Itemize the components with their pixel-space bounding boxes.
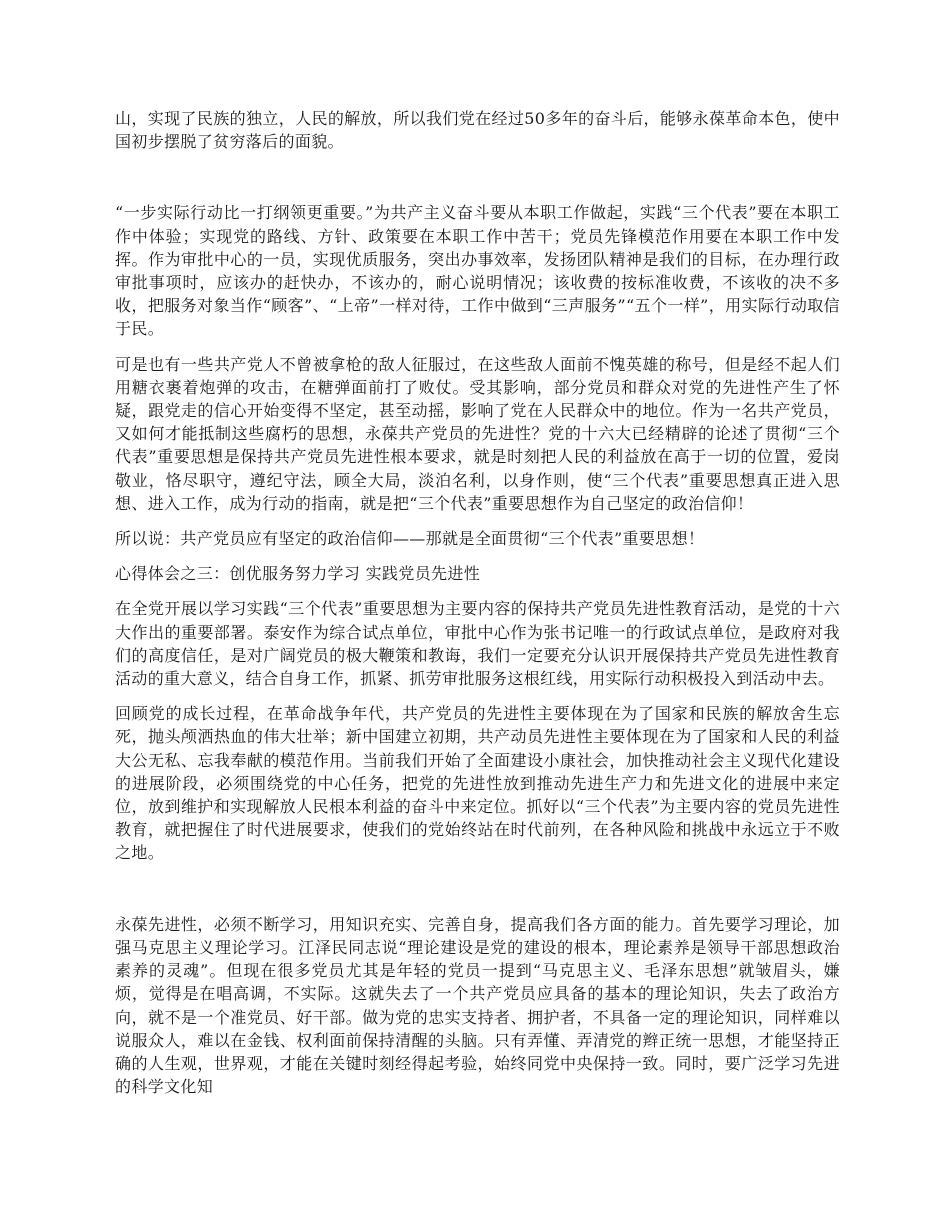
paragraph-gap (115, 515, 840, 527)
paragraph-1: 山，实现了民族的独立，人民的解放，所以我们党在经过50多年的奋斗后，能够永葆革命本色，使中国初步摆脱了贫穷落后的面貌。 (115, 109, 840, 152)
paragraph-3: 可是也有一些共产党人不曾被拿枪的敌人征服过，在这些敌人面前不愧英雄的称号，但是经不起人们用糖衣裹着炮弹的攻击，在糖弹面前打了败仗。受其影响，部分党员和群众对党的先进性产生了怀疑，跟党走的信心开始变得不坚定，甚至动摇，影响了党在人民群众中的地位。作为一名共产党员，又如何才能抵制这些腐朽的思想，永葆共产党员的先进性？党的十六大已经精辟的论述了贯彻“三个代表”重要思想是保持共产党员先进性根本要求，就是时刻把人民的利益放在高于一切的位置，爱岗敬业，恪尽职守，遵纪守法，顾全大局，淡泊名利，以身作则，使“三个代表”重要思想真正进入思想、进入工作，成为行动的指南，就是把“三个代表”重要思想作为自己坚定的政治信仰！ (115, 354, 840, 513)
section-heading: 心得体会之三：创优服务努力学习 实践党员先进性 (115, 564, 481, 584)
paragraph-gap (115, 585, 840, 597)
paragraph-gap (115, 690, 840, 702)
paragraph-6: 在全党开展以学习实践“三个代表”重要思想为主要内容的保持共产党员先进性教育活动，是党的十六大作出的重要部署。泰安作为综合试点单位，审批中心作为张书记唯一的行政试点单位，是政府对我们的高度信任，是对广阔党员的极大鞭策和教诲，我们一定要充分认识开展保持共产党员先进性教育活动的重大意义，结合自身工作，抓紧、抓劳审批服务这根红线，用实际行动积极投入到活动中去。 (115, 599, 840, 689)
paragraph-gap (115, 865, 840, 913)
paragraph-gap (115, 341, 840, 353)
paragraph-7: 回顾党的成长过程，在革命战争年代，共产党员的先进性主要体现在为了国家和民族的解放舍生忘死，抛头颅洒热血的伟大壮举；新中国建立初期，共产动员先进性主要体现在为了国家和人民的利益大公无私、忘我奉献的模范作用。当前我们开始了全面建设小康社会，加快推动社会主义现代化建设的进展阶段，必须围绕党的中心任务，把党的先进性放到推动先进生产力和先进文化的进展中来定位，放到维护和实现解放人民根本利益的奋斗中来定位。抓好以“三个代表”为主要内容的党员先进性教育，就把握住了时代进展要求，使我们的党始终站在时代前列，在各种风险和挑战中永远立于不败之地。 (115, 704, 840, 863)
paragraph-8: 永葆先进性，必须不断学习，用知识充实、完善自身，提高我们各方面的能力。首先要学习理论，加强马克思主义理论学习。江泽民同志说“理论建设是党的建设的根本，理论素养是领导干部思想政治素养的灵魂”。但现在很多党员尤其是年轻的党员一提到“马克思主义、毛泽东思想”就皱眉头，嫌烦，觉得是在唱高调，不实际。这就失去了一个共产党员应具备的基本的理论知识，失去了政治方向，就不是一个准党员、好干部。做为党的忠实支持者、拥护者，不具备一定的理论知识，同样难以说服众人，难以在金钱、权利面前保持清醒的头脑。只有弄懂、弄清党的辫正统一思想，才能坚持正确的人生观，世界观，才能在关键时刻经得起考验，始终同党中央保持一致。同时，要广泛学习先进的科学文化知 (115, 914, 840, 1097)
paragraph-gap (115, 550, 840, 562)
paragraph-2: “一步实际行动比一打纲领更重要。”为共产主义奋斗要从本职工作做起，实践“三个代表”要在本职工作中体验；实现党的路线、方针、政策要在本职工作中苦干；党员先锋模范作用要在本职工作中发挥。作为审批中心的一员，实现优质服务，突出办事效率，发扬团队精神是我们的目标，在办理行政审批事项时，应该办的赶快办，不该办的，耐心说明情况；该收费的按标准收费，不该收的决不多收，把服务对象当作“顾客”、“上帝”一样对待，工作中做到“三声服务”“五个一样”，用实际行动取信于民。 (115, 203, 840, 339)
paragraph-gap (115, 153, 840, 201)
paragraph-4: 所以说：共产党员应有坚定的政治信仰——那就是全面贯彻“三个代表”重要思想！ (115, 529, 705, 549)
document-page (115, 107, 840, 1098)
